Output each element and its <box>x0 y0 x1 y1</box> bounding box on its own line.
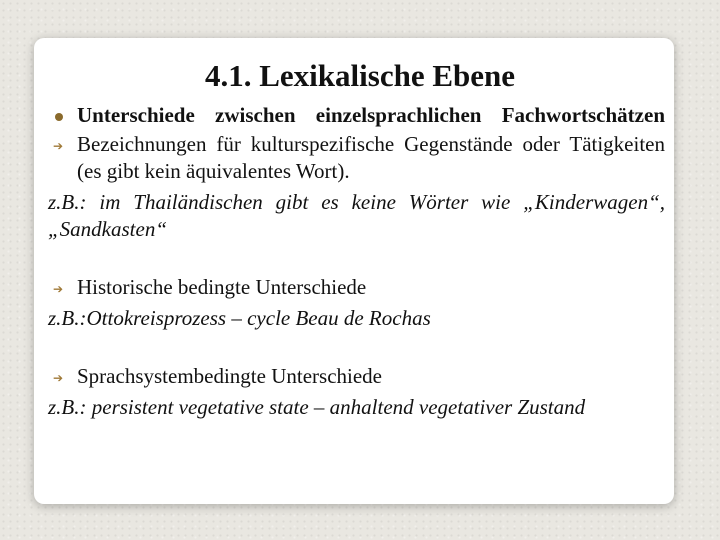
bullet-dot-icon <box>55 113 63 121</box>
example-text: z.B.: persistent vegetative state – anhaltend vegetativer Zustand <box>48 395 586 419</box>
spacer <box>48 332 665 351</box>
example-text: z.B.:Ottokreisprozess – cycle Beau de Rochas <box>48 306 431 330</box>
arrow-right-icon: ➔ <box>53 282 64 296</box>
slide-title: 4.1. Lexikalische Ebene <box>204 58 515 93</box>
bullet-item <box>48 102 665 128</box>
spacer <box>48 243 665 262</box>
arrow-item <box>48 363 665 390</box>
arrow-item <box>48 274 665 301</box>
arrow-item-text: Historische bedingte Unterschiede <box>77 275 367 299</box>
arrow-right-icon: ➔ <box>53 139 64 153</box>
arrow-item-text: Bezeichnungen für kulturspezifische Gegenstände oder Tätigkeiten (es gibt kein äquivalentes Wort). <box>77 132 665 183</box>
slide-content <box>48 102 665 421</box>
example-text: z.B.: im Thailändischen gibt es keine Wörter wie „Kinderwagen“, „Sandkasten“ <box>48 190 665 241</box>
arrow-item <box>48 131 665 185</box>
arrow-right-icon: ➔ <box>53 371 64 385</box>
bullet-text: Unterschiede zwischen einzelsprachlichen Fachwortschätzen <box>77 103 665 127</box>
arrow-item-text: Sprachsystembedingte Unterschiede <box>77 364 382 388</box>
